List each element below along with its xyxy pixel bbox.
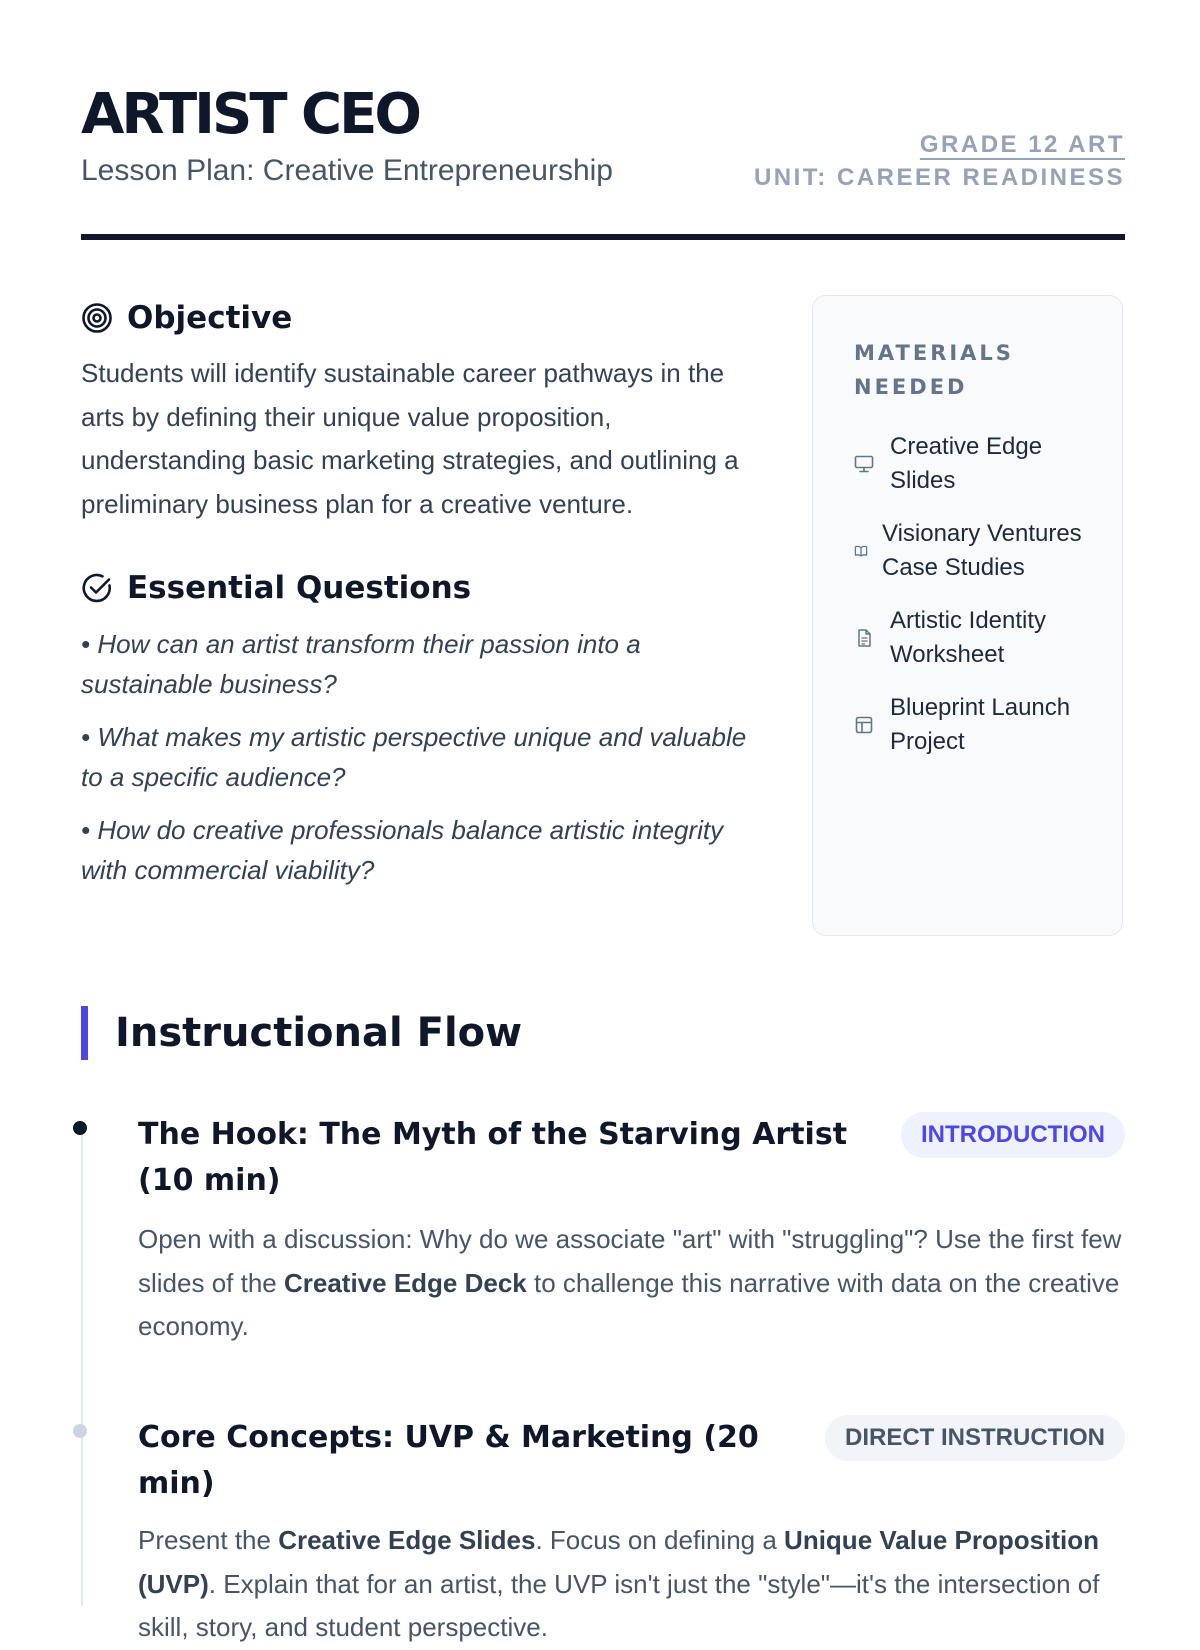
main-column [81,296,761,903]
material-item [854,604,1096,671]
step-text: Present the [138,1525,279,1555]
step-description [138,1218,1125,1349]
unit-label: UNIT: CAREER READINESS [753,164,1125,191]
step-text-bold: Unique Value Proposition (UVP) [138,1525,1099,1599]
page-title: ARTIST CEO [81,82,419,147]
step-badge: DIRECT INSTRUCTION [825,1415,1125,1461]
step-text: Open with a discussion: Why do we associate "art" with "struggling"? Use the first few slides of the [138,1224,1122,1298]
essential-questions-heading [81,566,761,610]
grade-label: GRADE 12 ART [919,131,1125,158]
materials-panel [812,295,1123,936]
lesson-plan-page [81,0,1125,1642]
page-subtitle: Lesson Plan: Creative Entrepreneurship [81,154,613,187]
materials-list [854,430,1096,758]
material-label: Artistic Identity Worksheet [890,607,1047,668]
step-text: . Focus on defining a [535,1525,785,1555]
material-label: Blueprint Launch Project [890,694,1071,755]
timeline-dot [73,1424,87,1438]
header-divider [81,234,1125,240]
header [81,0,1125,242]
timeline-dot [73,1121,87,1135]
timeline-line [81,1126,83,1606]
material-label: Visionary Ventures Case Studies [882,520,1082,581]
objective-heading [81,296,761,340]
material-item [854,517,1096,584]
step-description [138,1519,1125,1650]
instructional-flow-heading [81,1006,522,1060]
step-text-bold: Creative Edge Deck [283,1267,527,1298]
layout-icon [854,715,874,735]
list-item: • How can an artist transform their passion into a sustainable business? [81,629,641,699]
check-circle-icon [81,572,113,604]
objective-title: Objective [127,300,293,336]
monitor-icon [854,454,874,474]
flow-step [138,1415,1125,1650]
list-item: • How do creative professionals balance artistic integrity with commercial viability? [81,815,724,885]
step-text-bold: Creative Edge Slides [278,1525,536,1555]
course-meta [754,128,1125,194]
objective-text: Students will identify sustainable career pathways in the arts by defining their unique value proposition, understanding basic marketing strategies, and outlining a preliminary business plan for a creative venture. [81,358,739,519]
materials-heading: MATERIALS NEEDED [854,341,1014,399]
material-item [854,691,1096,758]
target-icon [81,302,113,334]
instructional-flow-title: Instructional Flow [115,1010,523,1056]
book-open-icon [854,544,868,558]
step-text: to challenge this narrative with data on the creative economy. [138,1267,1120,1341]
step-text: . Explain that for an artist, the UVP isn't just the "style"—it's the intersection of skill, story, and student perspective. [138,1568,1100,1642]
essential-questions-title: Essential Questions [127,570,472,606]
flow-step [138,1112,1125,1349]
document-icon [854,628,874,648]
material-item [854,430,1096,497]
step-badge: INTRODUCTION [901,1112,1125,1158]
step-title: Core Concepts: UVP & Marketing (20 min) [138,1420,759,1501]
step-title: The Hook: The Myth of the Starving Artist (10 min) [138,1117,848,1198]
essential-questions-list [81,624,761,890]
material-label: Creative Edge Slides [890,433,1043,494]
list-item: • What makes my artistic perspective unique and valuable to a specific audience? [81,722,747,792]
